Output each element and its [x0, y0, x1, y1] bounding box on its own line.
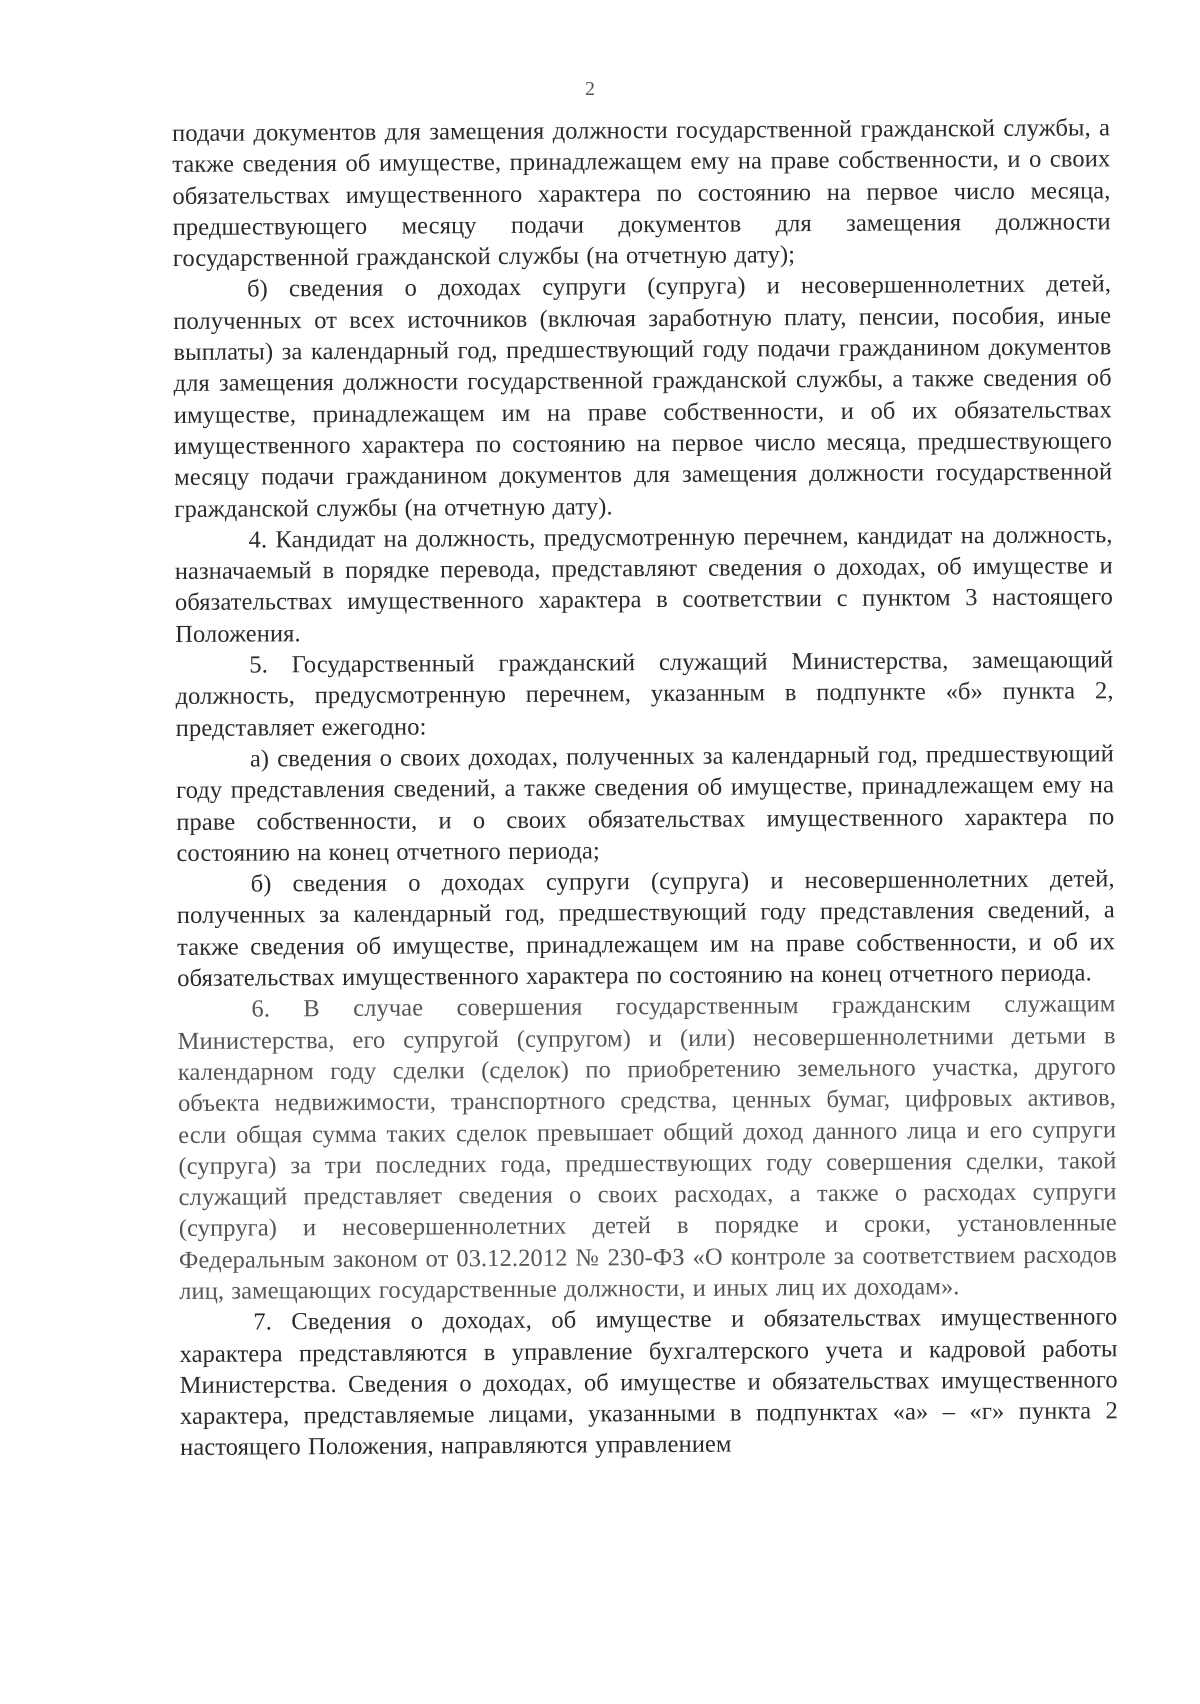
- paragraph-subitem-b-spouse-income: б) сведения о доходах супруги (супруга) и несовершеннолетних детей, полученных от всех источников (включая заработную плату, пенсии, пособия, иные выплаты) за календарный год, предшествующий году подачи гражданином документов для замещения должности государственной гражданской службы, а также сведения об имуществе, принадлежащем им на праве собственности, и об их обязательствах имущественного характера по состоянию на первое число месяца, предшествующего месяцу подачи гражданином документов для замещения должности государственной гражданской службы (на отчетную дату).: [173, 270, 1113, 523]
- paragraph-item-5: 5. Государственный гражданский служащий Министерства, замещающий должность, предусмотренную перечнем, указанным в подпункте «б» пункта 2, представляет ежегодно:: [175, 646, 1114, 742]
- page-number: 2: [585, 78, 595, 100]
- paragraph-item-5-subitem-b: б) сведения о доходах супруги (супруга) и несовершеннолетних детей, полученных за календарный год, предшествующий году представления сведений, а также сведения об имуществе, принадлежащем им на праве собственности, и об их обязательствах имущественного характера по состоянию на конец отчетного периода.: [176, 865, 1116, 992]
- paragraph-item-5-subitem-a: а) сведения о своих доходах, полученных за календарный год, предшествующий году представления сведений, а также сведения об имуществе, принадлежащем ему на праве собственности, и о своих обязательствах имущественного характера по состоянию на конец отчетного периода;: [176, 740, 1115, 867]
- paragraph-continuation: подачи документов для замещения должности государственной гражданской службы, а также сведения об имуществе, принадлежащем ему на праве собственности, и о своих обязательствах имущественного характера по состоянию на первое число месяца, предшествующего месяцу подачи документов для замещения должности государственной гражданской службы (на отчетную дату);: [172, 114, 1111, 273]
- paragraph-item-4: 4. Кандидат на должность, предусмотренную перечнем, кандидат на должность, назначаемый в порядке перевода, представляют сведения о доходах, об имуществе и обязательствах имущественного характера в соответствии с пунктом 3 настоящего Положения.: [174, 521, 1114, 648]
- paragraph-item-7: 7. Сведения о доходах, об имуществе и обязательствах имущественного характера представляются в управление бухгалтерского учета и кадровой работы Министерства. Сведения о доходах, об имуществе и обязательствах имущественного характера, представляемые лицами, указанными в подпунктах «а» – «г» пункта 2 настоящего Положения, направляются управлением: [179, 1303, 1118, 1462]
- paragraph-item-6: 6. В случае совершения государственным гражданским служащим Министерства, его супругой (супругом) и (или) несовершеннолетними детьми в календарном году сделки (сделок) по приобретению земельного участка, другого объекта недвижимости, транспортного средства, ценных бумаг, цифровых активов, если общая сумма таких сделок превышает общий доход данного лица и его супруги (супруга) за три последних года, предшествующих году совершения сделки, такой служащий представляет сведения о своих расходах, а также о расходах супруги (супруга) и несовершеннолетних детей в порядке и сроки, установленные Федеральным законом от 03.12.2012 № 230-ФЗ «О контроле за соответствием расходов лиц, замещающих государственные должности, и иных лиц их доходам».: [177, 990, 1118, 1305]
- document-body: [172, 112, 1118, 1463]
